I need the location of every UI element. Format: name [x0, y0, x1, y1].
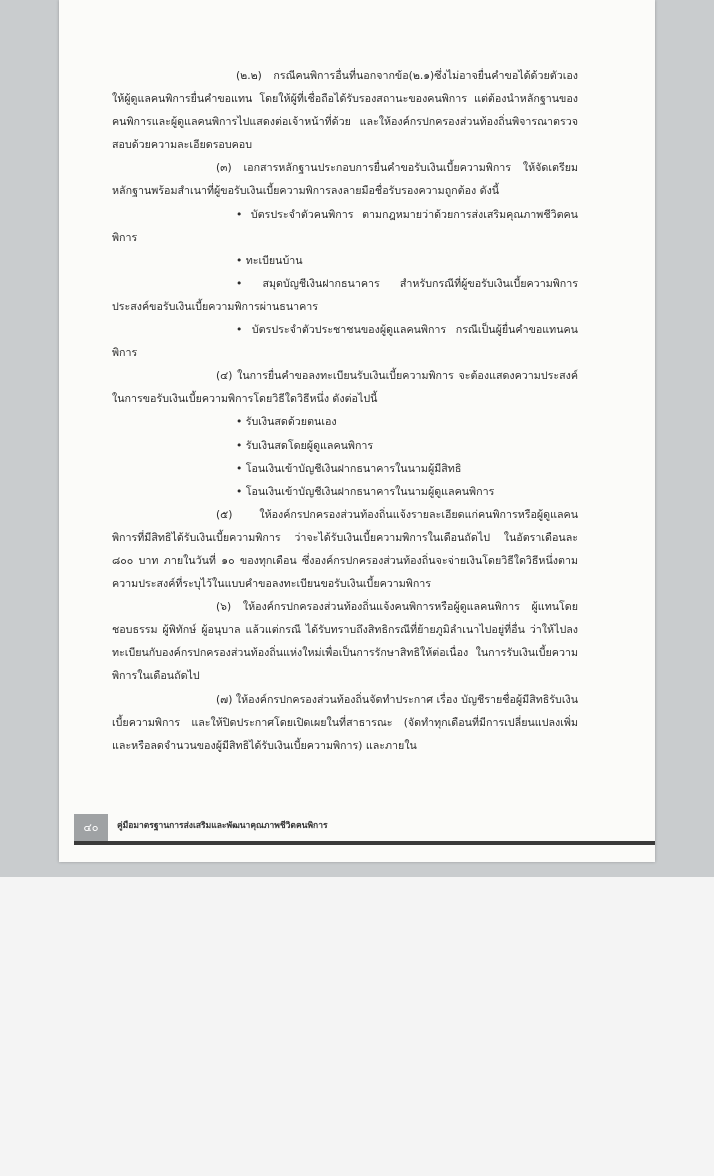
paragraph-5: (๕) ให้องค์กรปกครองส่วนท้องถิ่นแจ้งรายละเอียดแก่คนพิการหรือผู้ดูแลคนพิการที่มีสิทธิได้รับเงินเบี้ยความพิการ ว่าจะได้รับเงินเบี้ยความพิการในเดือนถัดไป ในอัตราเดือนละ ๘๐๐ บาท ภายในวันที่ ๑๐ ของทุกเดือน ซึ่งองค์กรปกครองส่วนท้องถิ่นจะจ่ายเงินโดยวิธีใดวิธีหนึ่งตามความประสงค์ที่ระบุไว้ในแบบคำขอลงทะเบียนขอรับเงินเบี้ยความพิการ	[112, 507, 578, 591]
paragraph-6: (๖) ให้องค์กรปกครองส่วนท้องถิ่นแจ้งคนพิการหรือผู้ดูแลคนพิการ ผู้แทนโดยชอบธรรม ผู้พิทักษ์ ผู้อนุบาล แล้วแต่กรณี ได้รับทราบถึงสิทธิกรณีที่ย้ายภูมิลำเนาไปอยู่ที่อื่น ว่าให้ไปลงทะเบียนกับองค์กรปกครองส่วนท้องถิ่นแห่งใหม่เพื่อเป็นการรักษาสิทธิให้ต่อเนื่อง ในการรับเงินเบี้ยความพิการในเดือนถัดไป	[112, 600, 578, 683]
paragraph-2-2: (๒.๒) กรณีคนพิการอื่นที่นอกจากข้อ(๒.๑)ซึ่งไม่อาจยื่นคำขอได้ด้วยตัวเอง ให้ผู้ดูแลคนพิการยื่นคำขอแทน โดยให้ผู้ที่เชื่อถือได้รับรองสถานะของคนพิการ แต่ต้องนำหลักฐานของคนพิการและผู้ดูแลคนพิการไปแสดงต่อเจ้าหน้าที่ด้วย และให้องค์กรปกครองส่วนท้องถิ่นพิจารณาตรวจสอบด้วยความละเอียดรอบคอบ	[112, 69, 578, 152]
bullet-house-registration: • ทะเบียนบ้าน	[236, 253, 303, 267]
bullet-disability-card: • บัตรประจำตัวคนพิการ ตามกฎหมายว่าด้วยการส่งเสริมคุณภาพชีวิตคนพิการ	[112, 207, 578, 244]
paragraph-4: (๔) ในการยื่นคำขอลงทะเบียนรับเงินเบี้ยความพิการ จะต้องแสดงความประสงค์ในการขอรับเงินเบี้ยความพิการโดยวิธีใดวิธีหนึ่ง ดังต่อไปนี้	[112, 369, 578, 406]
bullet-bank-book: • สมุดบัญชีเงินฝากธนาคาร สำหรับกรณีที่ผู้ขอรับเงินเบี้ยความพิการประสงค์ขอรับเงินเบี้ยความพิการผ่านธนาคาร	[112, 276, 578, 313]
bullet-transfer-beneficiary: • โอนเงินเข้าบัญชีเงินฝากธนาคารในนามผู้มีสิทธิ	[236, 461, 462, 475]
footer-title: คู่มือมาตรฐานการส่งเสริมและพัฒนาคุณภาพชีวิตคนพิการ	[117, 821, 328, 831]
bullet-cash-self: • รับเงินสดด้วยตนเอง	[236, 415, 337, 429]
bullet-cash-caregiver: • รับเงินสดโดยผู้ดูแลคนพิการ	[236, 438, 374, 452]
bullet-transfer-caregiver: • โอนเงินเข้าบัญชีเงินฝากธนาคารในนามผู้ดูแลคนพิการ	[236, 484, 495, 498]
bullet-caregiver-id-card: • บัตรประจำตัวประชาชนของผู้ดูแลคนพิการ กรณีเป็นผู้ยื่นคำขอแทนคนพิการ	[112, 323, 578, 360]
footer-rule	[74, 841, 655, 845]
paragraph-7: (๗) ให้องค์กรปกครองส่วนท้องถิ่นจัดทำประกาศ เรื่อง บัญชีรายชื่อผู้มีสิทธิรับเงินเบี้ยความพิการ และให้ปิดประกาศโดยเปิดเผยในที่สาธารณะ (จัดทำทุกเดือนที่มีการเปลี่ยนแปลงเพิ่มและหรือลดจำนวนของผู้มีสิทธิได้รับเงินเบี้ยความพิการ) และภายใน	[112, 692, 578, 752]
document-page	[59, 0, 655, 862]
page-body	[112, 64, 578, 757]
page-number-badge: ๔๐	[74, 814, 108, 842]
paragraph-3: (๓) เอกสารหลักฐานประกอบการยื่นคำขอรับเงินเบี้ยความพิการ ให้จัดเตรียมหลักฐานพร้อมสำเนาที่ผู้ขอรับเงินเบี้ยความพิการลงลายมือชื่อรับรองความถูกต้อง ดังนี้	[112, 161, 578, 198]
